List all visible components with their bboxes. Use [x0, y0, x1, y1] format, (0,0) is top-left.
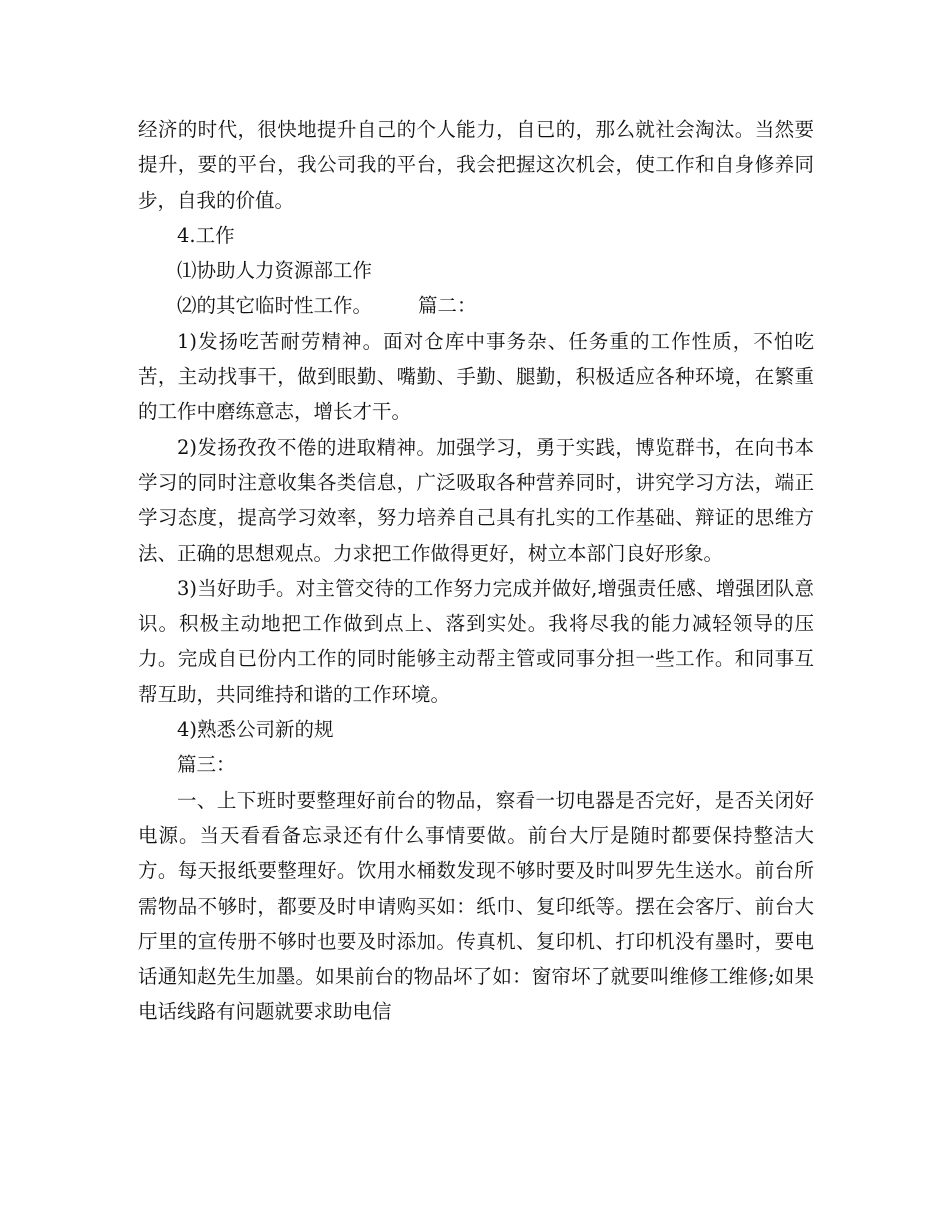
- paragraph-7: 3)当好助手。对主管交待的工作努力完成并做好,增强责任感、增强团队意识。积极主动地把工作做到点上、落到实处。我将尽我的能力减轻领导的压力。完成自已份内工作的同时能够主动帮主管或同事分担一些工作。和同事互帮互助，共同维持和谐的工作环境。: [138, 576, 814, 706]
- paragraph-4-text: ⑵的其它临时性工作。: [177, 294, 373, 318]
- paragraph-1: 经济的时代，很快地提升自己的个人能力，自已的，那么就社会淘汰。当然要提升，要的平台，我公司我的平台，我会把握这次机会，使工作和自身修养同步，自我的价值。: [138, 118, 814, 212]
- section-heading-2: 篇二：: [418, 294, 477, 318]
- document-body: [138, 112, 814, 1030]
- paragraph-8: 4)熟悉公司新的规: [177, 718, 334, 742]
- paragraph-5: 1)发扬吃苦耐劳精神。面对仓库中事务杂、任务重的工作性质，不怕吃苦，主动找事干，做到眼勤、嘴勤、手勤、腿勤，积极适应各种环境，在繁重的工作中磨练意志，增长才干。: [138, 329, 814, 424]
- paragraph-6: 2)发扬孜孜不倦的进取精神。加强学习，勇于实践，博览群书，在向书本学习的同时注意收集各类信息，广泛吸取各种营养同时，讲究学习方法，端正学习态度，提高学习效率，努力培养自己具有扎实的工作基础、辩证的思维方法、正确的思想观点。力求把工作做得更好，树立本部门良好形象。: [138, 435, 814, 565]
- paragraph-10: 一、上下班时要整理好前台的物品，察看一切电器是否完好，是否关闭好电源。当天看看备忘录还有什么事情要做。前台大厅是随时都要保持整洁大方。每天报纸要整理好。饮用水桶数发现不够时要及时叫罗先生送水。前台所需物品不够时，都要及时申请购买如：纸巾、复印纸等。摆在会客厅、前台大厅里的宣传册不够时也要及时添加。传真机、复印机、打印机没有墨时，要电话通知赵先生加墨。如果前台的物品坏了如：窗帘坏了就要叫维修工维修;如果电话线路有问题就要求助电信: [138, 788, 814, 1024]
- paragraph-2: 4.工作: [177, 223, 235, 247]
- paragraph-4: [138, 288, 814, 323]
- paragraph-3: ⑴协助人力资源部工作: [177, 259, 373, 283]
- section-heading-3: 篇三：: [177, 753, 236, 777]
